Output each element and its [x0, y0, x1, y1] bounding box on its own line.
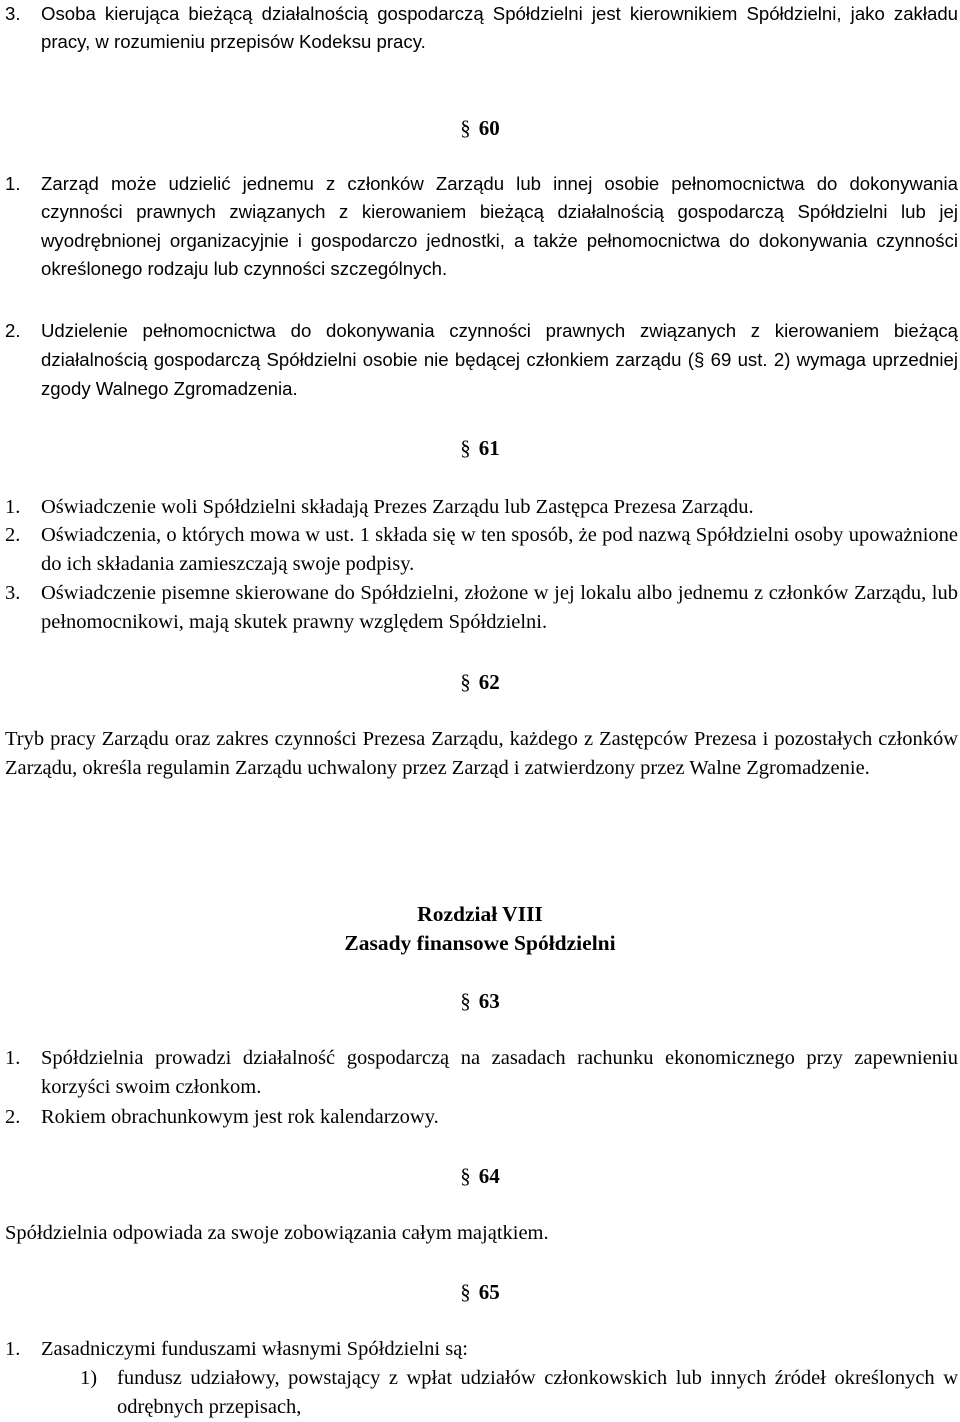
- section-heading-64: [0, 1162, 960, 1190]
- paragraph-text: Osoba kierująca bieżącą działalnością gospodarczą Spółdzielni jest kierownikiem Spółdzielni, jako zakładu pracy, w rozumieniu przepisów Kodeksu pracy.: [41, 3, 958, 52]
- section-number: 62: [478, 670, 500, 694]
- paragraph-text: Oświadczenie woli Spółdzielni składają Prezes Zarządu lub Zastępca Prezesa Zarządu.: [41, 496, 754, 518]
- chapter-subtitle: Zasady finansowe Spółdzielni: [344, 931, 616, 955]
- paragraph-number: 3.: [5, 3, 21, 24]
- paragraph-text-cont: 69 ust. 2) wymaga uprzedniej zgody Walnego Zgromadzenia.: [41, 349, 959, 399]
- section-symbol: §: [460, 670, 471, 694]
- section-symbol: §: [460, 989, 471, 1013]
- paragraph-64: [5, 1219, 958, 1248]
- paragraph-number: 2.: [5, 320, 21, 341]
- paragraph-p3-top: [5, 0, 958, 56]
- section-symbol: §: [693, 349, 705, 370]
- paragraph-text: Rokiem obrachunkowym jest rok kalendarzowy.: [41, 1106, 439, 1128]
- chapter-title: Rozdział VIII: [417, 902, 543, 926]
- paragraph-63-1: [5, 1044, 958, 1102]
- paragraph-number: 1.: [5, 1338, 21, 1360]
- section-heading-60: [0, 114, 960, 142]
- paragraph-63-2: [5, 1103, 958, 1132]
- paragraph-text: Zasadniczymi funduszami własnymi Spółdzielni są:: [41, 1338, 468, 1360]
- paragraph-text: Zarząd może udzielić jednemu z członków Zarządu lub innej osobie pełnomocnictwa do dokonywania czynności prawnych związanych z kierowaniem bieżącą działalnością gospodarczą Spółdzielni lub jej wyodrębnionej organizacyjnie i gospodarczo jednostki, a także pełnomocnictwa do dokonywania czynności określonego rodzaju lub czynności szczególnych.: [41, 173, 958, 280]
- paragraph-61-1: [5, 493, 958, 522]
- paragraph-text: Oświadczenie pisemne skierowane do Spółdzielni, złożone w jej lokalu albo jednemu z członków Zarządu, lub pełnomocnikowi, mają skutek prawny względem Spółdzielni.: [41, 582, 958, 633]
- paragraph-61-3: [5, 579, 958, 637]
- paragraph-65-1: [5, 1335, 958, 1364]
- section-symbol: §: [460, 116, 471, 140]
- section-number: 61: [478, 436, 500, 460]
- item-text: fundusz udziałowy, powstający z wpłat udziałów członkowskich lub innych źródeł określonych w odrębnych przepisach,: [117, 1367, 958, 1418]
- paragraph-number: 2.: [5, 1106, 21, 1128]
- paragraph-62: [5, 725, 958, 783]
- paragraph-number: 2.: [5, 524, 21, 546]
- paragraph-61-2: [5, 521, 958, 579]
- paragraph-text: Spółdzielnia odpowiada za swoje zobowiązania całym majątkiem.: [5, 1222, 549, 1244]
- section-number: 64: [478, 1164, 500, 1188]
- list-item-65-1-1: [5, 1364, 958, 1422]
- section-number: 60: [478, 116, 500, 140]
- section-number: 65: [478, 1280, 500, 1304]
- paragraph-number: 1.: [5, 173, 21, 194]
- paragraph-text: Oświadczenia, o których mowa w ust. 1 składa się w ten sposób, że pod nazwą Spółdzielni osoby upoważnione do ich składania zamieszczają swoje podpisy.: [41, 524, 958, 575]
- paragraph-number: 3.: [5, 582, 21, 604]
- section-heading-63: [0, 987, 960, 1015]
- section-number: 63: [478, 989, 500, 1013]
- section-symbol: §: [460, 1280, 471, 1304]
- paragraph-number: 1.: [5, 496, 21, 518]
- paragraph-text: Udzielenie pełnomocnictwa do dokonywania czynności prawnych związanych z kierowaniem bieżącą działalnością gospodarczą Spółdzielni osobie nie będącej członkiem zarządu (: [41, 320, 958, 370]
- paragraph-text: Spółdzielnia prowadzi działalność gospodarczą na zasadach rachunku ekonomicznego przy zapewnieniu korzyści swoim członkom.: [41, 1047, 958, 1098]
- paragraph-60-2: [5, 316, 958, 403]
- section-symbol: §: [460, 436, 471, 460]
- paragraph-60-1: [5, 170, 958, 284]
- section-symbol: §: [460, 1164, 471, 1188]
- section-heading-62: [0, 668, 960, 696]
- section-heading-61: [0, 434, 960, 462]
- paragraph-number: 1.: [5, 1047, 21, 1069]
- item-number: 1): [80, 1367, 98, 1389]
- section-heading-65: [0, 1278, 960, 1306]
- paragraph-text: Tryb pracy Zarządu oraz zakres czynności Prezesa Zarządu, każdego z Zastępców Prezesa i pozostałych członków Zarządu, określa regulamin Zarządu uchwalony przez Zarząd i zatwierdzony przez Walne Zgromadzenie.: [5, 728, 958, 779]
